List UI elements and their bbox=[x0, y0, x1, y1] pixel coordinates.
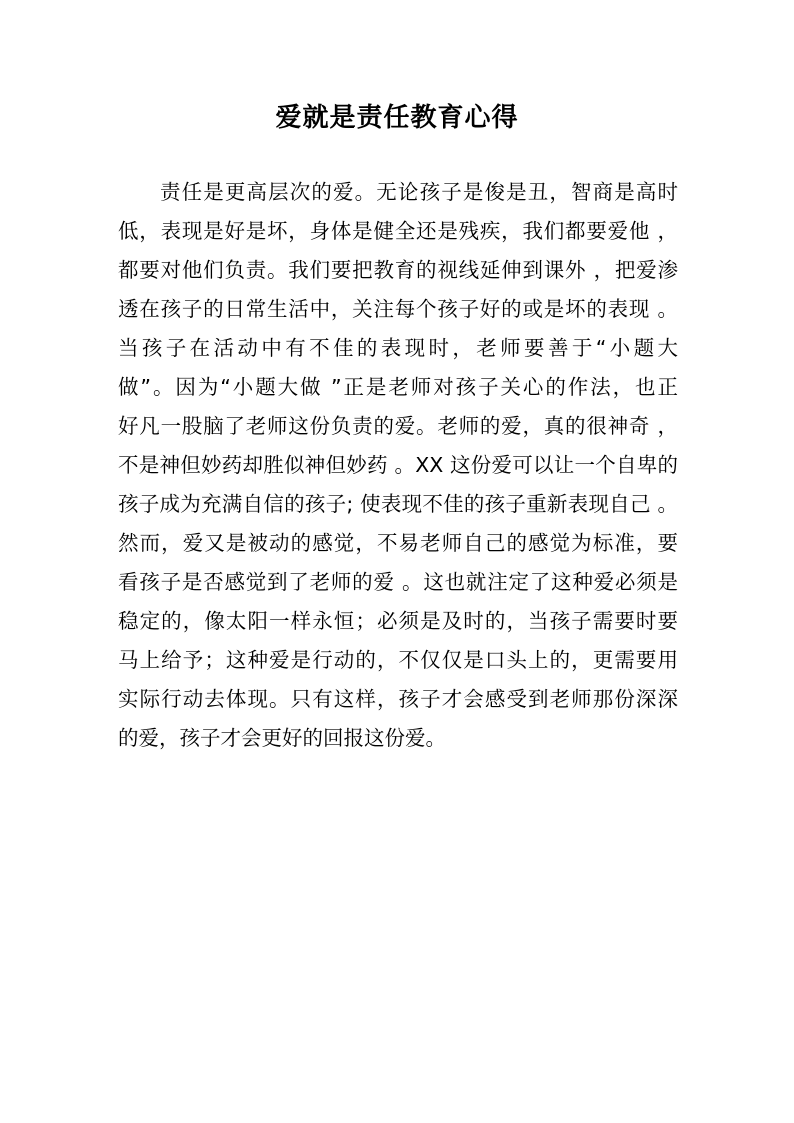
paragraph-line: 低，表现是好是坏，身体是健全还是残疾，我们都要爱他 ， bbox=[118, 219, 678, 243]
paragraph-line: 马上给予；这种爱是行动的，不仅仅是口头上的，更需要用 bbox=[118, 648, 678, 672]
paragraph-line: 然而，爱又是被动的感觉，不易老师自己的感觉为标准，要 bbox=[118, 531, 678, 555]
paragraph-line: 都要对他们负责。我们要把教育的视线延伸到课外 ，把爱渗 bbox=[118, 258, 678, 282]
paragraph-line: 稳定的，像太阳一样永恒；必须是及时的，当孩子需要时要 bbox=[118, 609, 678, 633]
paragraph-line: 的爱，孩子才会更好的回报这份爱。 bbox=[118, 726, 446, 750]
paragraph-line: 不是神但妙药却胜似神但妙药 。XX 这份爱可以让一个自卑的 bbox=[118, 453, 678, 477]
paragraph-line: 透在孩子的日常生活中，关注每个孩子好的或是坏的表现 。 bbox=[118, 297, 678, 321]
paragraph-line: 孩子成为充满自信的孩子; 使表现不佳的孩子重新表现自己 。 bbox=[118, 492, 678, 516]
document-title: 爱就是责任教育心得 bbox=[275, 103, 519, 133]
paragraph-line: 看孩子是否感觉到了老师的爱 。这也就注定了这种爱必须是 bbox=[118, 570, 678, 594]
body-paragraph bbox=[118, 173, 678, 758]
paragraph-line: 好凡一股脑了老师这份负责的爱。老师的爱，真的很神奇 ， bbox=[118, 414, 678, 438]
paragraph-line: 做”。因为“小题大做 ”正是老师对孩子关心的作法，也正 bbox=[118, 375, 678, 399]
paragraph-line: 当孩子在活动中有不佳的表现时，老师要善于“小题大 bbox=[118, 336, 678, 360]
paragraph-line: 实际行动去体现。只有这样，孩子才会感受到老师那份深深 bbox=[118, 687, 678, 711]
paragraph-line: 责任是更高层次的爱。无论孩子是俊是丑，智商是高时 bbox=[160, 180, 678, 204]
